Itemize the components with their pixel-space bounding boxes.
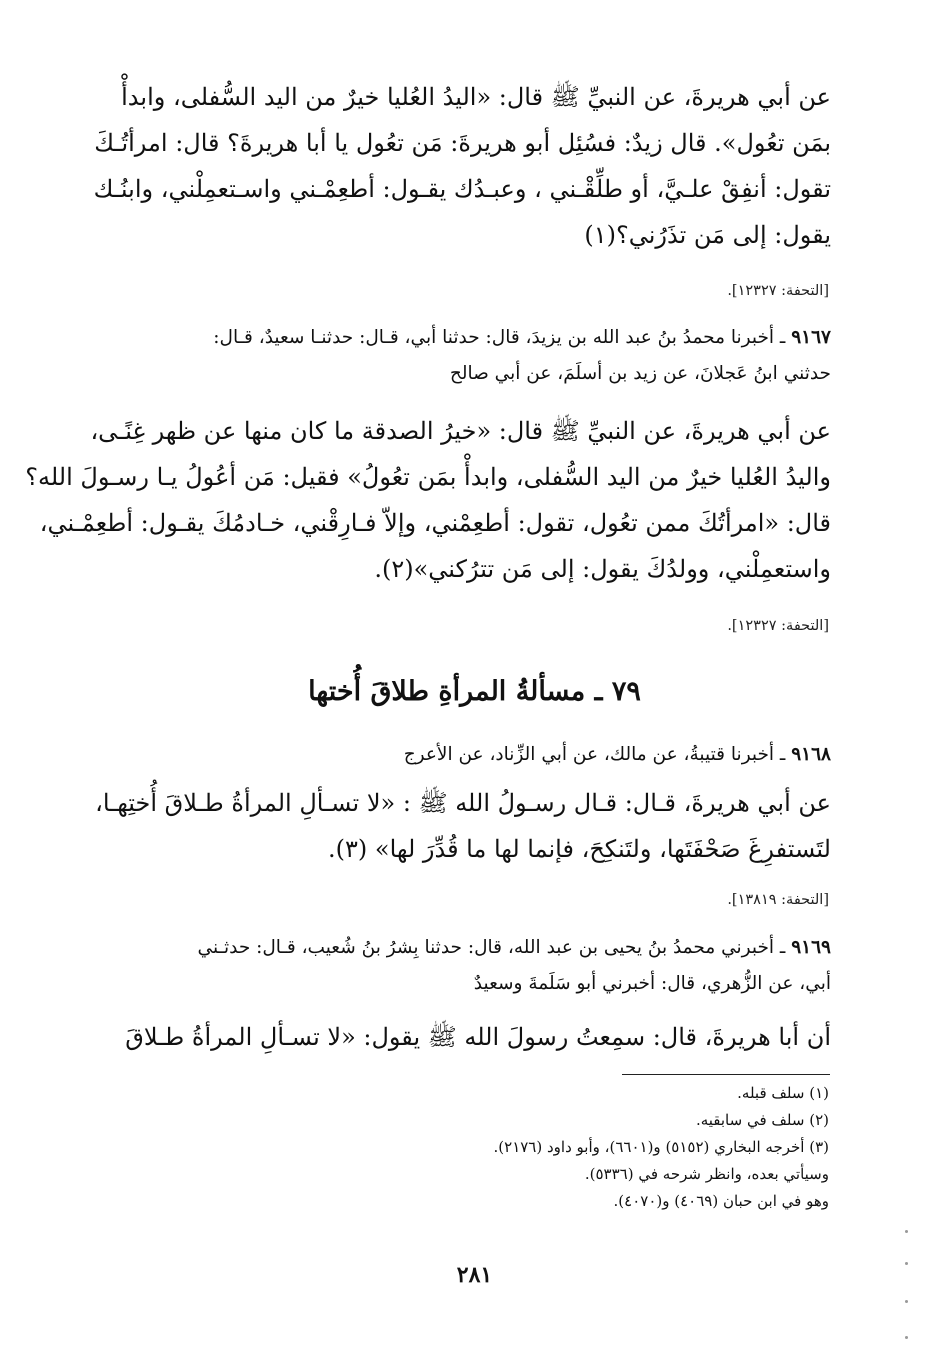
footnote: (١) سلف قبله. [737, 1084, 829, 1102]
text-line: ٩١٦٧ ـ أخبرنا محمدُ بنُ عبد الله بن يزيدَ، قال: حدثنا أبي، قـال: حدثنـا سعيدٌ، قـال: [213, 327, 831, 348]
text-line: عن أبي هريرةَ، قـال: قـال رسـولُ الله ﷺ : «لا تسـألِ المرأةُ طـلاقَ أُختِهـا، [95, 789, 831, 817]
footnote: وسيأتي بعده، وانظر شرحه في (٥٣٣٦). [584, 1165, 829, 1183]
hadith-9167-matn [25, 408, 831, 592]
scan-speck [905, 1300, 908, 1303]
hadith-number: ٩١٦٨ [791, 744, 831, 765]
page-number: ٢٨١ [456, 1262, 493, 1288]
text-line: واستعمِلْني، وولدُكَ يقول: إلى مَن تترُكني»(٢). [374, 555, 831, 583]
footnote-separator [622, 1074, 830, 1075]
hadith-9167-isnad [119, 320, 831, 392]
text-line: ٩١٦٩ ـ أخبرني محمدُ بنُ يحيى بن عبد الله، قال: حدثنا بِشرُ بنُ شُعيب، قـال: حدثـني [197, 937, 831, 958]
text-line: واليدُ العُليا خيرٌ من اليد السُّفلى، وابدأْ بمَن تعُولُ» فقيل: مَن أعُولُ يـا رسـولَ الله؟ [25, 463, 831, 491]
tuhfa-reference: [التحفة: ١٢٣٢٧]. [727, 618, 829, 634]
tuhfa-reference: [التحفة: ١٢٣٢٧]. [727, 283, 829, 299]
text-line: تقول: أنفِقْ علـيَّ، أو طلِّقْـني ، وعبـدُك يقـول: أطعِمْـني واسـتعمِلْني، وابنُـك [93, 175, 831, 203]
scan-speck [905, 1336, 908, 1339]
tuhfa-reference: [التحفة: ١٣٨١٩]. [727, 892, 829, 908]
footnotes [129, 1080, 829, 1215]
footnote: (٣) أخرجه البخاري (٥١٥٢) و(٦٦٠١)، وأبو داود (٢١٧٦). [493, 1138, 829, 1156]
footnote: (٢) سلف في سابقيه. [695, 1111, 829, 1129]
text-line: قال: «امرأتُكَ ممن تعُول، تقول: أطعِمْني، وإلاّ فـارِقْني، خـادمُكَ يقـول: أطعِمْـني، [39, 509, 831, 537]
text-line: أن أبا هريرةَ، قال: سمِعتُ رسولَ الله ﷺ يقول: «لا تسـألِ المرأةُ طـلاقَ [125, 1023, 831, 1051]
text-line: عن أبي هريرةَ، عن النبيِّ ﷺ قال: «خيرُ الصدقة ما كان منها عن ظهر غِنًـى، [90, 417, 831, 445]
hadith-number: ٩١٦٧ [791, 327, 831, 348]
hadith-9169-matn [119, 1014, 831, 1060]
text-line: حدثني ابنُ عَجلانَ، عن زيد بن أسلَمَ، عن أبي صالح [449, 363, 831, 384]
text-line: ٩١٦٨ ـ أخبرنا قتيبةُ، عن مالك، عن أبي الزِّناد، عن الأعرج [403, 744, 831, 765]
text-line: لتَستفرِغَ صَحْفَتَها، ولتَنكِحَ، فإنما لها ما قُدِّرَ لها» (٣). [328, 835, 831, 863]
text-line: يقول: إلى مَن تذَرُني؟(١) [584, 221, 831, 249]
scan-speck [905, 1262, 908, 1265]
paragraph-continuation [93, 74, 831, 258]
hadith-9169-isnad [119, 930, 831, 1002]
text-line: أبي، عن الزُّهري، قال: أخبرني أبو سَلَمةَ وسعيدٌ [473, 973, 831, 994]
footnote: وهو في ابن حبان (٤٠٦٩) و(٤٠٧٠). [613, 1192, 829, 1210]
scan-speck [905, 1230, 908, 1233]
chapter-heading: ٧٩ ـ مسألةُ المرأةِ طلاقَ أُختها [308, 676, 641, 707]
text-line: بمَن تعُول». قال زيدٌ: فسُئِل أبو هريرةَ: مَن تعُول يا أبا هريرةَ؟ قال: امرأتُـكَ [94, 129, 831, 157]
text-line: عن أبي هريرةَ، عن النبيِّ ﷺ قال: «اليدُ العُليا خيرٌ من اليد السُّفلى، وابدأْ [121, 83, 831, 111]
hadith-9168-isnad [119, 737, 831, 773]
hadith-9168-matn [95, 780, 831, 872]
hadith-number: ٩١٦٩ [791, 937, 831, 958]
